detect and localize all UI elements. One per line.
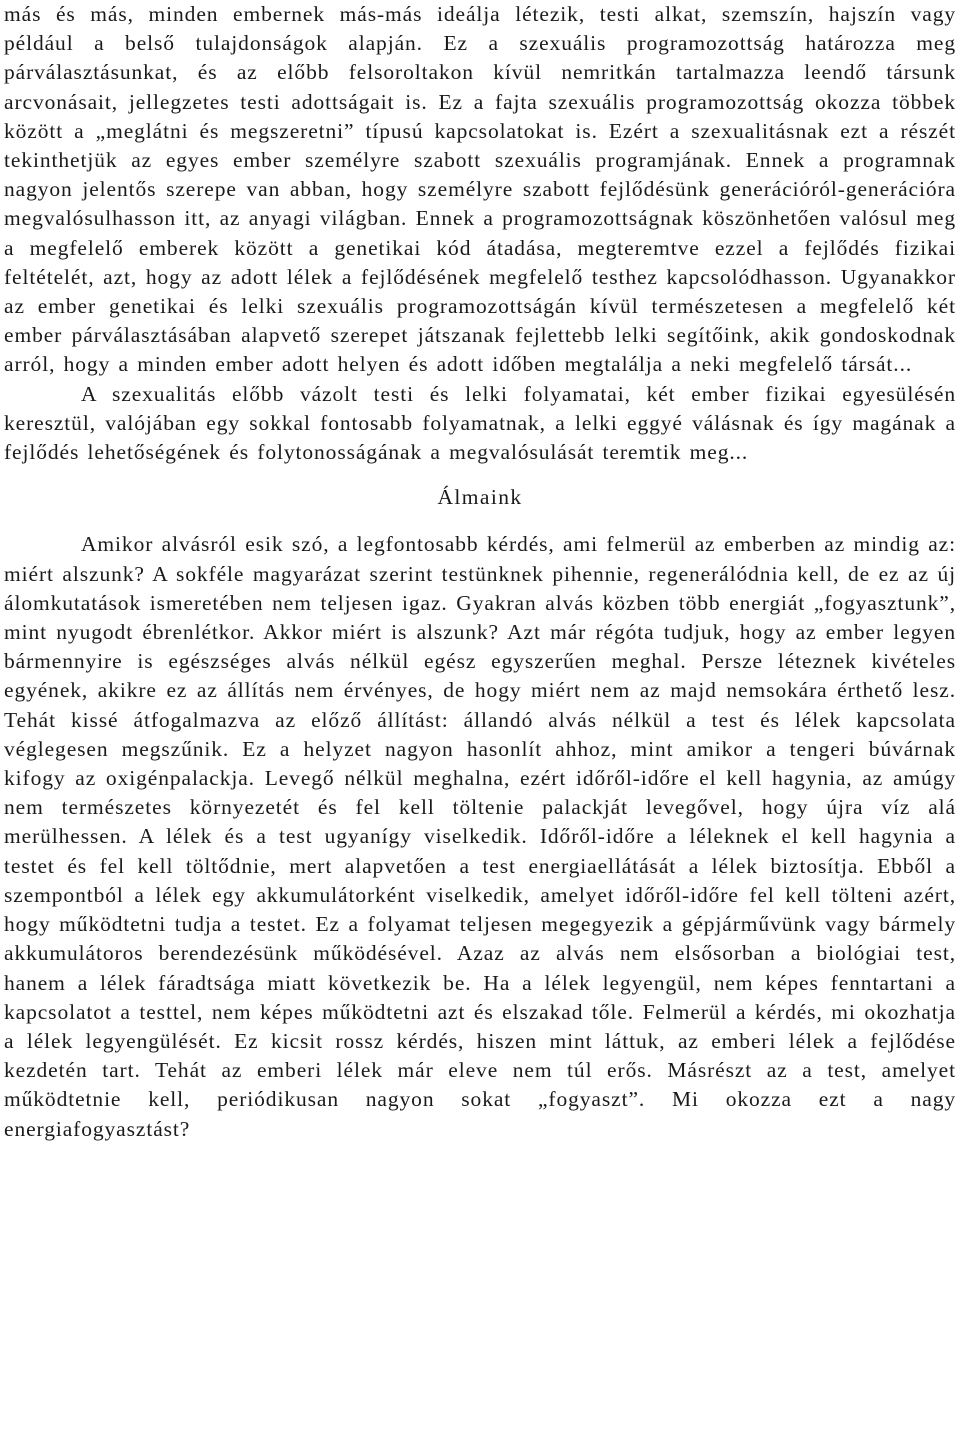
- paragraph-dreams-intro: Amikor alvásról esik szó, a legfontosabb kérdés, ami felmerül az emberben az mindig az: miért alszunk? A sokféle magyarázat szerint testünknek pihennie, regenerálódnia kell, de ez az új álomkutatások ismeretében nem teljesen igaz. Gyakran alvás közben több energiát „fogyasztunk”, mint nyugodt ébrenlétkor. Akkor miért is alszunk? Azt már régóta tudjuk, hogy az ember legyen bármennyire is egészséges alvás nélkül egész egyszerűen meghal. Persze léteznek kivételes egyének, akikre ez az állítás nem érvényes, de hogy miért nem az majd nemsokára érthető lesz. Tehát kissé átfogalmazva az előző állítást: állandó alvás nélkül a test és lélek kapcsolata véglegesen megszűnik. Ez a helyzet nagyon hasonlít ahhoz, mint amikor a tengeri búvárnak kifogy az oxigénpalackja. Levegő nélkül meghalna, ezért időről-időre el kell hagynia, az amúgy nem természetes környezetét és fel kell töltenie palackját levegővel, hogy újra víz alá merülhessen. A lélek és a test ugyanígy viselkedik. Időről-időre a léleknek el kell hagynia a testet és fel kell töltődnie, mert alapvetően a test energiaellátását a lélek biztosítja. Ebből a szempontból a lélek egy akkumulátorként viselkedik, amelyet időről-időre fel kell tölteni azért, hogy működtetni tudja a testet. Ez a folyamat teljesen megegyezik a gépjárművünk vagy bármely akkumulátoros berendezésünk működésével. Azaz az alvás nem elsősorban a biológiai test, hanem a lélek fáradtsága miatt következik be. Ha a lélek legyengül, nem képes fenntartani a kapcsolatot a testtel, nem képes működtetni azt és elszakad tőle. Felmerül a kérdés, mi okozhatja a lélek legyengülését. Ez kicsit rossz kérdés, hiszen mint láttuk, az emberi lélek a fejlődése kezdetén tart. Tehát az emberi lélek már eleve nem túl erős. Másrészt az a test, amelyet működtetnie kell, periódikusan nagyon sokat „fogyaszt”. Mi okozza ezt a nagy energiafogyasztást?: [4, 532, 956, 1141]
- document-page: [4, 0, 956, 1144]
- section-heading: Álmaink: [437, 485, 523, 510]
- paragraph-sexuality-summary: A szexualitás előbb vázolt testi és lelki folyamatai, két ember fizikai egyesülésén keresztül, valójában egy sokkal fontosabb folyamatnak, a lelki eggyé válásnak és így magának a fejlődés lehetőségének és folytonosságának a megvalósulását teremtik meg...: [4, 381, 956, 465]
- paragraph-continuation: más és más, minden embernek más-más ideálja létezik, testi alkat, szemszín, hajszín vagy például a belső tulajdonságok alapján. Ez a szexuális programozottság határozza meg párválasztásunkat, és az előbb felsoroltakon kívül nemritkán tartalmazza leendő társunk arcvonásait, jellegzetes testi adottságait is. Ez a fajta szexuális programozottság okozza többek között a „meglátni és megszeretni” típusú kapcsolatokat is. Ezért a szexualitásnak ezt a részét tekinthetjük az egyes ember személyre szabott szexuális programjának. Ennek a programnak nagyon jelentős szerepe van abban, hogy személyre szabott fejlődésünk generációról-generációra megvalósulhasson itt, az anyagi világban. Ennek a programozottságnak köszönhetően valósul meg a megfelelő emberek között a genetikai kód átadása, megteremtve ezzel a fejlődés fizikai feltételét, azt, hogy az adott lélek a fejlődésének megfelelő testhez kapcsolódhasson. Ugyanakkor az ember genetikai és lelki szexuális programozottságán kívül természetesen a megfelelő két ember párválasztásában alapvető szerepet játszanak fejlettebb lelki segítőink, akik gondoskodnak arról, hogy a minden ember adott helyen és adott időben megtalálja a neki megfelelő társát...: [4, 2, 956, 377]
